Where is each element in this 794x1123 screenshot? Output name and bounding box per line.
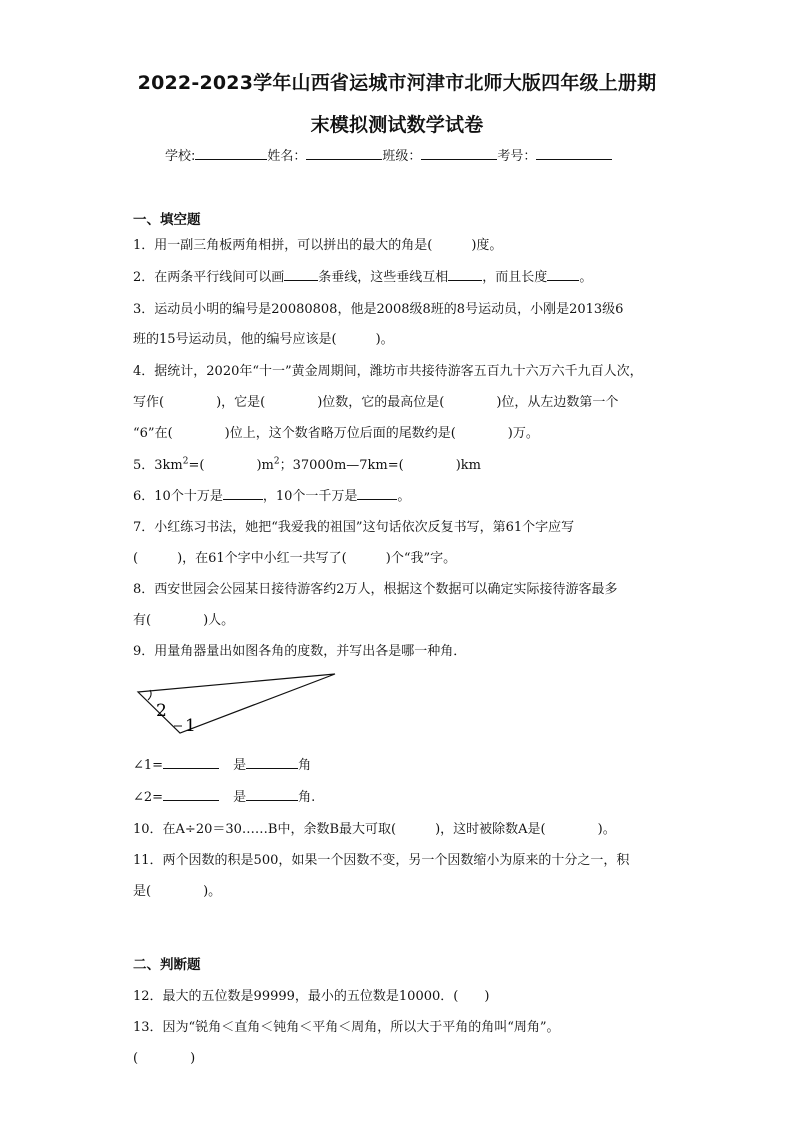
question-3-line-2: 班的15号运动员，他的编号应该是( )。 xyxy=(133,332,394,347)
title-line-2: 末模拟测试数学试卷 xyxy=(310,114,484,136)
angle-label-2: 2 xyxy=(156,701,167,721)
question-9-answer-1 xyxy=(133,754,311,773)
question-8-line-2: 有( )人。 xyxy=(133,613,235,628)
question-3-line-1: 3．运动员小明的编号是20080808，他是2008级8班的8号运动员，小刚是2013级6 xyxy=(133,302,624,317)
question-2-text-b: 条垂线，这些垂线互相 xyxy=(318,270,449,285)
angle-label-1: 1 xyxy=(185,716,196,736)
question-4-line-1: 4．据统计，2020年“十一”黄金周期间，潍坊市共接待游客五百九十六万六千九百人次， xyxy=(133,364,643,379)
superscript: 2 xyxy=(273,456,280,467)
answer-blank[interactable] xyxy=(547,280,579,281)
question-8-line-1: 8．西安世园会公园某日接待游客约2万人，根据这个数据可以确定实际接待游客最多 xyxy=(133,582,618,597)
is-label: 是 xyxy=(233,790,247,805)
question-10: 10．在A÷20＝30……B中，余数B最大可取( )，这时被除数A是( )。 xyxy=(133,822,616,837)
number-field[interactable] xyxy=(536,146,612,160)
question-6-text-c: 。 xyxy=(397,489,411,504)
question-7-line-2: ( )，在61个字中小红一共写了( )个“我”字。 xyxy=(133,551,457,566)
question-11-line-1: 11．两个因数的积是500，如果一个因数不变，另一个因数缩小为原来的十分之一，积 xyxy=(133,853,630,868)
name-field[interactable] xyxy=(306,146,382,160)
question-6-text-b: ，10个一千万是 xyxy=(262,489,358,504)
school-label: 学校: xyxy=(165,149,196,164)
question-7-line-1: 7．小红练习书法，她把“我爱我的祖国”这句话依次反复书写，第61个字应写 xyxy=(133,520,575,535)
answer-blank[interactable] xyxy=(163,800,219,801)
angle-2-label: ∠2= xyxy=(133,790,164,805)
question-13-line-1: 13．因为“锐角＜直角＜钝角＜平角＜周角，所以大于平角的角叫“周角”。 xyxy=(133,1020,560,1035)
superscript: 2 xyxy=(182,456,189,467)
answer-blank[interactable] xyxy=(163,768,219,769)
answer-blank[interactable] xyxy=(246,800,298,801)
question-6 xyxy=(133,485,410,504)
triangle-figure xyxy=(130,668,340,738)
number-label: 考号： xyxy=(497,149,537,164)
triangle-shape xyxy=(138,674,335,733)
exam-info-row xyxy=(165,145,612,164)
answer-blank[interactable] xyxy=(284,280,318,281)
class-label: 班级： xyxy=(382,149,422,164)
angle-type-label: 角. xyxy=(298,790,316,805)
is-label: 是 xyxy=(233,758,247,773)
question-6-text-a: 6．10个十万是 xyxy=(133,489,223,504)
answer-blank[interactable] xyxy=(246,768,298,769)
answer-blank[interactable] xyxy=(357,499,397,500)
question-9-answer-2 xyxy=(133,786,315,805)
question-2 xyxy=(133,266,592,285)
question-12: 12．最大的五位数是99999，最小的五位数是10000．( ) xyxy=(133,989,490,1004)
answer-blank[interactable] xyxy=(448,280,482,281)
question-5-text-a: 5．3km xyxy=(133,458,183,473)
question-4-line-2: 写作( )，它是( )位数，它的最高位是( )位，从左边数第一个 xyxy=(133,395,619,410)
question-2-text-c: ，而且长度 xyxy=(482,270,548,285)
question-1: 1．用一副三角板两角相拼，可以拼出的最大的角是( )度。 xyxy=(133,238,503,253)
question-11-line-2: 是( )。 xyxy=(133,884,222,899)
section-heading-true-false: 二、判断题 xyxy=(133,957,201,973)
question-13-line-2: ( ) xyxy=(133,1051,196,1066)
name-label: 姓名： xyxy=(267,149,307,164)
angle-1-label: ∠1= xyxy=(133,758,164,773)
question-4-line-3: “6”在( )位上，这个数省略万位后面的尾数约是( )万。 xyxy=(133,426,539,441)
question-2-text-a: 2．在两条平行线间可以画 xyxy=(133,270,285,285)
section-heading-fill-blank: 一、填空题 xyxy=(133,212,201,228)
question-9: 9．用量角器量出如图各角的度数，并写出各是哪一种角． xyxy=(133,644,467,659)
school-field[interactable] xyxy=(195,146,267,160)
question-2-text-d: 。 xyxy=(579,270,593,285)
question-5-text-b: =( )m xyxy=(188,458,274,473)
title-line-1: 2022-2023学年山西省运城市河津市北师大版四年级上册期 xyxy=(137,72,657,94)
answer-blank[interactable] xyxy=(223,499,263,500)
question-5-text-c: ；37000m—7km=( )km xyxy=(279,458,481,473)
angle-type-label: 角 xyxy=(298,758,312,773)
question-5 xyxy=(133,454,481,473)
class-field[interactable] xyxy=(421,146,497,160)
